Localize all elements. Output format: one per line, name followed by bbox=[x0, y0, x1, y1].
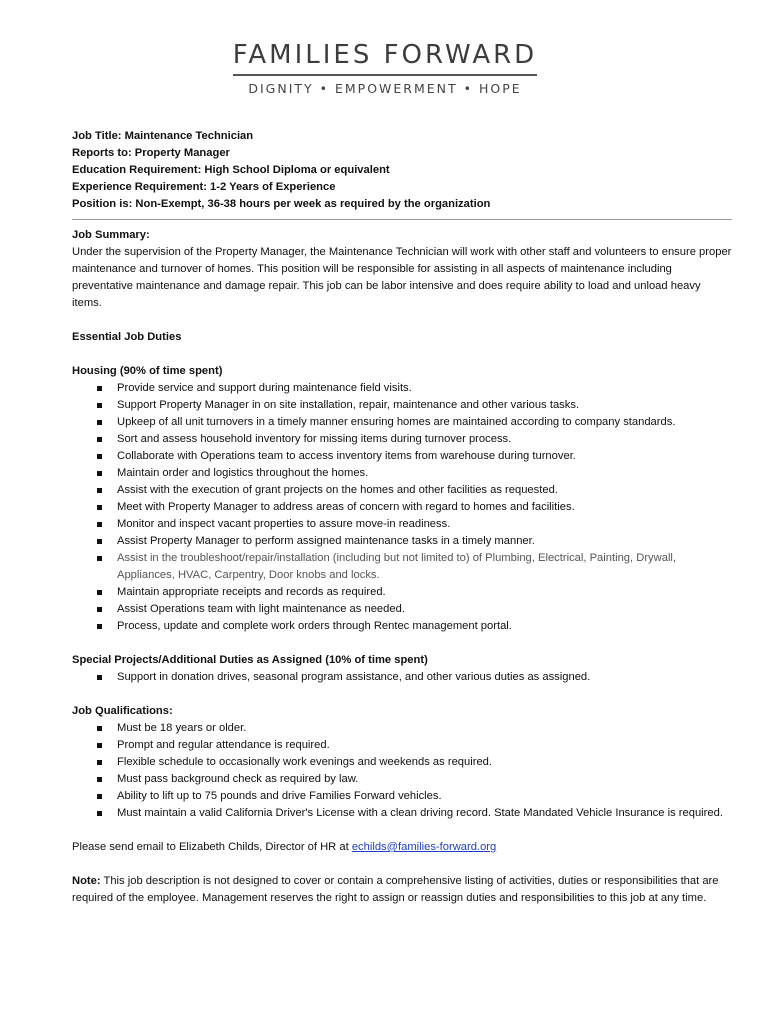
list-item: Sort and assess household inventory for missing items during turnover process. bbox=[72, 431, 732, 448]
header-divider bbox=[72, 219, 732, 220]
list-item: Maintain order and logistics throughout the homes. bbox=[72, 465, 732, 482]
logo-name: FAMILIES FORWARD bbox=[233, 40, 537, 76]
list-item: Assist with the execution of grant projects on the homes and other facilities as requested. bbox=[72, 482, 732, 499]
list-item: Assist Operations team with light maintenance as needed. bbox=[72, 601, 732, 618]
list-item: Must pass background check as required by law. bbox=[72, 771, 732, 788]
education-requirement: Education Requirement: High School Diploma or equivalent bbox=[72, 164, 390, 176]
list-item: Collaborate with Operations team to access inventory items from warehouse during turnover. bbox=[72, 448, 732, 465]
list-item: Provide service and support during maintenance field visits. bbox=[72, 380, 732, 397]
list-item: Process, update and complete work orders through Rentec management portal. bbox=[72, 618, 732, 635]
contact-line bbox=[72, 839, 732, 856]
qualifications-heading: Job Qualifications: bbox=[72, 705, 173, 717]
list-item: Maintain appropriate receipts and records as required. bbox=[72, 584, 732, 601]
list-item: Assist Property Manager to perform assigned maintenance tasks in a timely manner. bbox=[72, 533, 732, 550]
housing-duties-list bbox=[72, 380, 732, 635]
list-item: Upkeep of all unit turnovers in a timely manner ensuring homes are maintained according to company standards. bbox=[72, 414, 732, 431]
reports-to: Reports to: Property Manager bbox=[72, 147, 230, 159]
logo-tagline: DIGNITY • EMPOWERMENT • HOPE bbox=[248, 81, 522, 96]
list-item: Assist in the troubleshoot/repair/installation (including but not limited to) of Plumbing, Electrical, Painting, Drywall, Appliances, HVAC, Carpentry, Door knobs and locks. bbox=[72, 550, 732, 584]
position-type: Position is: Non-Exempt, 36-38 hours per week as required by the organization bbox=[72, 198, 491, 210]
list-item: Meet with Property Manager to address areas of concern with regard to homes and facilities. bbox=[72, 499, 732, 516]
note-label: Note: bbox=[72, 875, 101, 887]
job-header bbox=[72, 128, 732, 213]
experience-requirement: Experience Requirement: 1-2 Years of Experience bbox=[72, 181, 336, 193]
list-item: Flexible schedule to occasionally work evenings and weekends as required. bbox=[72, 754, 732, 771]
list-item: Support in donation drives, seasonal program assistance, and other various duties as assigned. bbox=[72, 669, 732, 686]
summary-heading: Job Summary: bbox=[72, 229, 150, 241]
job-title: Job Title: Maintenance Technician bbox=[72, 130, 254, 142]
document-body bbox=[72, 128, 732, 907]
list-item: Monitor and inspect vacant properties to assure move-in readiness. bbox=[72, 516, 732, 533]
contact-text: Please send email to Elizabeth Childs, Director of HR at bbox=[72, 841, 352, 853]
note-text: This job description is not designed to cover or contain a comprehensive listing of activities, duties or responsibilities that are required of the employee. Management reserves the right to assign or reassign duties and responsibilities to this job at any time. bbox=[72, 875, 719, 904]
special-projects-heading: Special Projects/Additional Duties as Assigned (10% of time spent) bbox=[72, 654, 428, 666]
hr-email-link[interactable]: echilds@families-forward.org bbox=[351, 841, 497, 853]
list-item: Prompt and regular attendance is required. bbox=[72, 737, 732, 754]
housing-heading: Housing (90% of time spent) bbox=[72, 365, 223, 377]
list-item: Must be 18 years or older. bbox=[72, 720, 732, 737]
qualifications-list bbox=[72, 720, 732, 822]
list-item: Support Property Manager in on site installation, repair, maintenance and other various tasks. bbox=[72, 397, 732, 414]
essential-duties-heading: Essential Job Duties bbox=[72, 331, 182, 343]
list-item: Ability to lift up to 75 pounds and drive Families Forward vehicles. bbox=[72, 788, 732, 805]
list-item: Must maintain a valid California Driver's License with a clean driving record. State Mandated Vehicle Insurance is required. bbox=[72, 805, 732, 822]
note-paragraph bbox=[72, 873, 732, 907]
families-forward-logo bbox=[0, 40, 770, 97]
summary-text: Under the supervision of the Property Manager, the Maintenance Technician will work with other staff and volunteers to ensure proper maintenance and turnover of homes. This position will be responsible for assisting in all aspects of maintenance including preventative maintenance and damage repair. This job can be labor intensive and does require ability to load and unload heavy items. bbox=[72, 246, 732, 309]
special-duties-list bbox=[72, 669, 732, 686]
